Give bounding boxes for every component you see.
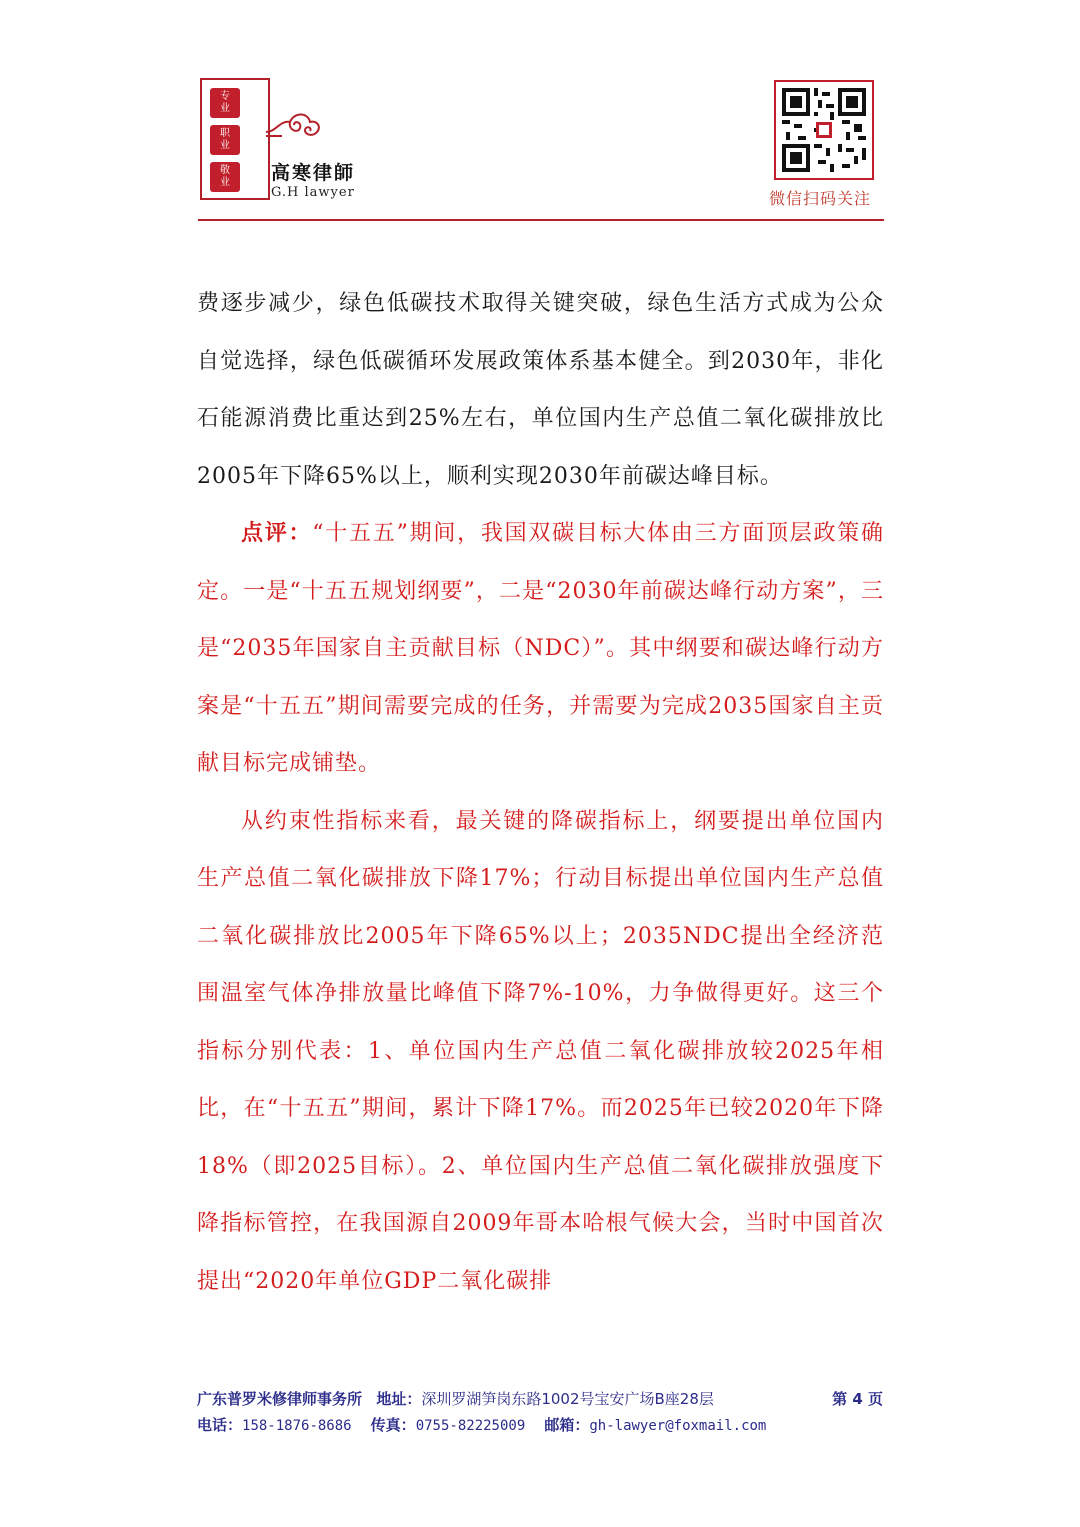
fax-label: 传真：: [370, 1416, 416, 1434]
header-divider: [198, 219, 884, 221]
page-footer: [197, 1388, 887, 1440]
seal-char: 业: [220, 103, 230, 114]
page-number: 第 4 页: [832, 1390, 883, 1408]
logo-name: 高寒律師: [271, 162, 356, 184]
seal-dedication: [210, 162, 240, 192]
firm-logo: [200, 78, 370, 203]
phone-value: 158-1876-8686: [242, 1418, 352, 1434]
seal-char: 业: [220, 140, 230, 151]
address-label: 地址：: [376, 1390, 422, 1408]
email-label: 邮箱：: [544, 1416, 590, 1434]
wechat-qr-code: [774, 80, 874, 180]
commentary-label: 点评：: [241, 520, 313, 546]
email-value: gh-lawyer@foxmail.com: [589, 1418, 767, 1434]
footer-line-1: [197, 1388, 887, 1414]
seal-char: 敬: [220, 165, 230, 176]
document-body: [197, 275, 884, 1310]
qr-caption: 微信扫码关注: [769, 189, 872, 208]
seal-career: [210, 125, 240, 155]
cloud-ornament-icon: [264, 106, 324, 146]
logo-seal-frame: [200, 78, 270, 200]
seal-char: 职: [220, 128, 230, 139]
qr-code-icon: [782, 88, 866, 172]
footer-line-2: [197, 1414, 887, 1440]
paragraph-3: 从约束性指标来看，最关键的降碳指标上，纲要提出单位国内生产总值二氧化碳排放下降17%；行动目标提出单位国内生产总值二氧化碳排放比2005年下降65%以上；2035NDC提出全经济范围温室气体净排放量比峰值下降7%-10%，力争做得更好。这三个指标分别代表：1、单位国内生产总值二氧化碳排放较2025年相比，在“十五五”期间，累计下降17%。而2025年已较2020年下降18%（即2025目标）。2、单位国内生产总值二氧化碳排放强度下降指标管控，在我国源自2009年哥本哈根气候大会，当时中国首次提出“2020年单位GDP二氧化碳排: [197, 808, 884, 1294]
seal-char: 专: [220, 91, 230, 102]
address-value: 深圳罗湖笋岗东路1002号宝安广场B座28层: [421, 1390, 714, 1408]
seal-professional: [210, 88, 240, 118]
paragraph-commentary: [197, 505, 884, 793]
paragraph-1: 费逐步减少，绿色低碳技术取得关键突破，绿色生活方式成为公众自觉选择，绿色低碳循环发展政策体系基本健全。到2030年，非化石能源消费比重达到25%左右，单位国内生产总值二氧化碳排放比2005年下降65%以上，顺利实现2030年前碳达峰目标。: [197, 291, 884, 489]
phone-label: 电话：: [197, 1416, 243, 1434]
seal-char: 业: [220, 177, 230, 188]
logo-english-name: G.H lawyer: [271, 185, 355, 200]
fax-value: 0755-82225009: [415, 1418, 526, 1434]
commentary-text: “十五五”期间，我国双碳目标大体由三方面顶层政策确定。一是“十五五规划纲要”，二是“2030年前碳达峰行动方案”，三是“2035年国家自主贡献目标（NDC）”。其中纲要和碳达峰行动方案是“十五五”期间需要完成的任务，并需要为完成2035国家自主贡献目标完成铺垫。: [197, 521, 884, 776]
firm-name: 广东普罗米修律师事务所: [197, 1390, 363, 1408]
